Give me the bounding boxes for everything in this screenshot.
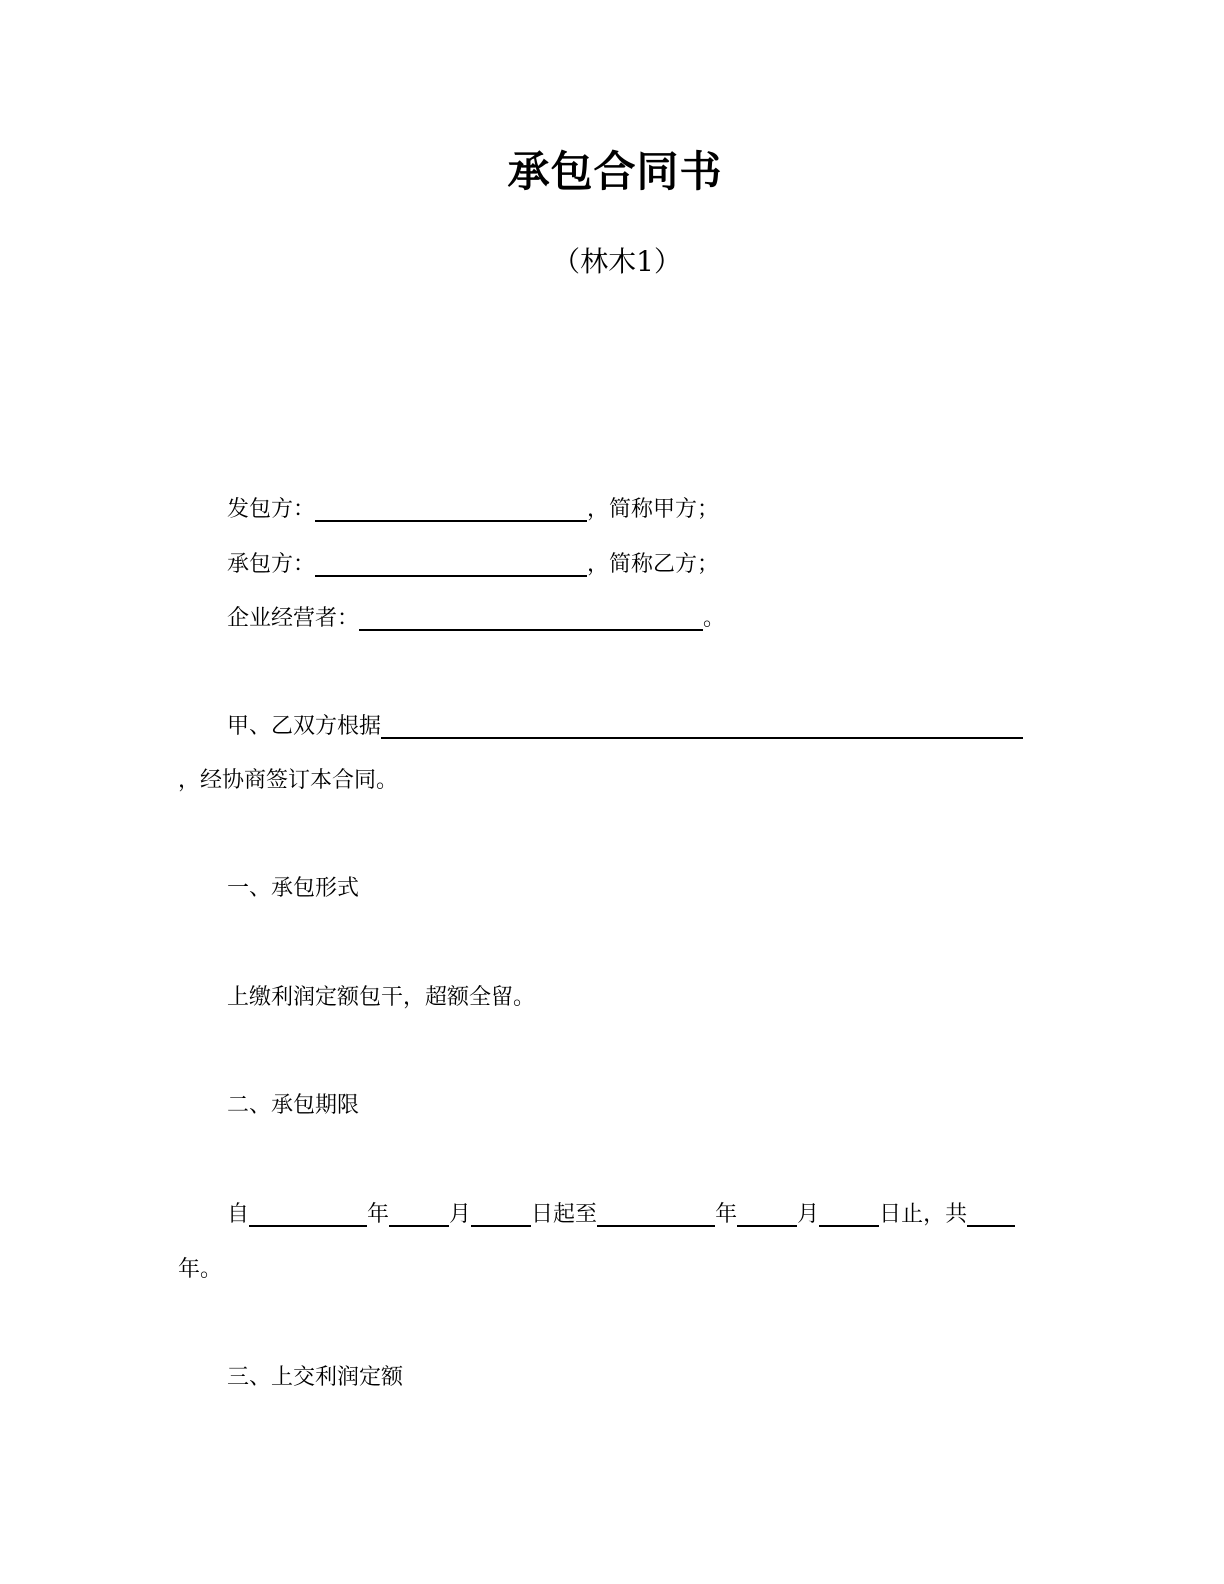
- end-month-blank[interactable]: [737, 1203, 797, 1227]
- operator-line: [227, 603, 725, 635]
- term-day1: 日起至: [531, 1202, 598, 1227]
- term-month2: 月: [797, 1202, 820, 1227]
- party-b-suffix: ，简称乙方；: [587, 552, 720, 577]
- section-1-body-text: 上缴利润定额包干，超额全留。: [227, 985, 536, 1010]
- section-1-body: [227, 982, 535, 1014]
- start-month-blank[interactable]: [389, 1203, 449, 1227]
- end-day-blank[interactable]: [819, 1203, 879, 1227]
- basis-prefix: 甲、乙双方根据: [227, 714, 382, 739]
- party-a-suffix: ，简称甲方；: [587, 497, 720, 522]
- operator-blank[interactable]: [359, 607, 703, 631]
- party-b-blank[interactable]: [315, 553, 587, 577]
- term-total-suffix: 年。: [178, 1257, 223, 1282]
- section-3-heading: [227, 1362, 403, 1394]
- term-day2: 日止，共: [879, 1202, 968, 1227]
- start-day-blank[interactable]: [471, 1203, 531, 1227]
- basis-line: [227, 711, 1023, 743]
- operator-label: 企业经营者：: [227, 606, 360, 631]
- section-2-heading: [227, 1090, 359, 1122]
- document-title: 承包合同书: [507, 147, 723, 196]
- document-subtitle: （林木1）: [552, 245, 682, 278]
- party-a-blank[interactable]: [315, 498, 587, 522]
- end-year-blank[interactable]: [597, 1203, 715, 1227]
- party-b-label: 承包方：: [227, 552, 316, 577]
- basis-continuation-text: ，经协商签订本合同。: [178, 768, 399, 793]
- term-line: [227, 1199, 1015, 1231]
- party-b-line: [227, 549, 719, 581]
- term-from: 自: [227, 1202, 250, 1227]
- operator-suffix: 。: [703, 606, 726, 631]
- term-continuation: [178, 1254, 222, 1286]
- section-1-heading: [227, 873, 359, 905]
- basis-continuation: [178, 765, 398, 797]
- start-year-blank[interactable]: [249, 1203, 367, 1227]
- term-year1: 年: [367, 1202, 390, 1227]
- section-2-heading-text: 二、承包期限: [227, 1093, 360, 1118]
- section-1-heading-text: 一、承包形式: [227, 876, 360, 901]
- total-years-blank[interactable]: [967, 1203, 1015, 1227]
- section-3-heading-text: 三、上交利润定额: [227, 1365, 404, 1390]
- party-a-line: [227, 494, 719, 526]
- term-year2: 年: [715, 1202, 738, 1227]
- party-a-label: 发包方：: [227, 497, 316, 522]
- basis-blank[interactable]: [381, 715, 1023, 739]
- term-month1: 月: [449, 1202, 472, 1227]
